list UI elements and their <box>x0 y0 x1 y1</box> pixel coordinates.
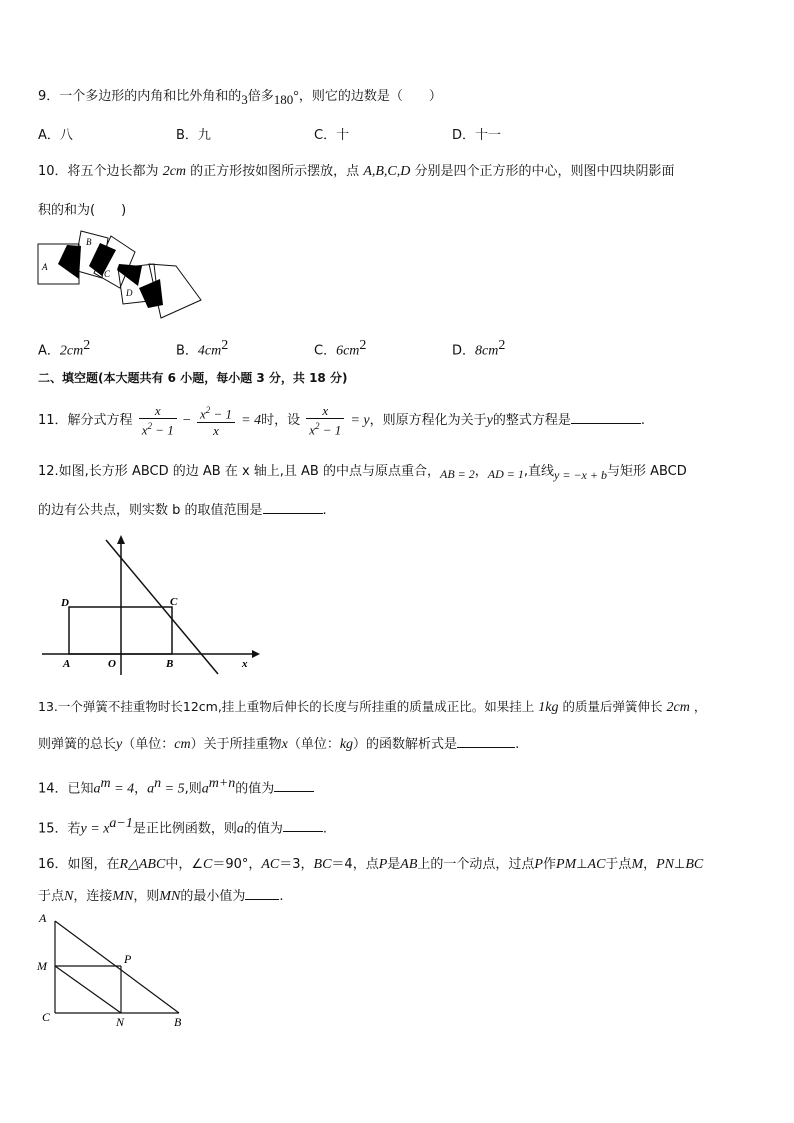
q10-label-d: D <box>126 288 133 298</box>
svg-text:N: N <box>116 1015 125 1029</box>
section-2-title: 二、填空题(本大题共有 6 小题，每小题 3 分，共 18 分) <box>38 371 348 385</box>
q9-text-c: ，则它的边数是（ ） <box>298 89 442 104</box>
q11-answer-blank <box>571 422 641 424</box>
q11-fraction-2: $\frac{x^2 - 1}{x}$ <box>197 403 235 437</box>
question-14-stem: 14．已知$a^m = 4$，$a^n = 5$,则$a^{m+n}$的值为 <box>38 776 314 797</box>
q9-text-b: 倍多 <box>247 89 274 104</box>
question-16-stem-line2: 于点N，连接MN，则MN的最小值为 . <box>38 889 284 904</box>
q13-answer-blank <box>457 746 515 748</box>
q10-shade-1 <box>58 245 81 279</box>
q12-answer-blank <box>263 512 323 514</box>
q16-answer-blank <box>245 898 279 900</box>
q10-option-c: C．$6cm^2$ <box>314 338 367 359</box>
svg-text:B: B <box>174 1015 182 1029</box>
svg-text:x: x <box>242 658 248 670</box>
svg-text:A: A <box>63 658 71 670</box>
question-11-stem: 11．解分式方程 $\frac{x}{x^2 - 1}$ − $\frac{x^2 - 1}{x}$ = 4时，设 $\frac{x}{x^2 - 1}$ = y，则原方程化为关于y的整式方程是 . <box>38 403 646 438</box>
q10-label-b: B <box>86 237 92 247</box>
q16-segment-mn <box>55 966 121 1013</box>
svg-text:B: B <box>166 658 174 670</box>
q12-rectangle-graph <box>36 530 266 680</box>
question-16-stem: 16．如图，在R△ABC中，∠C＝90°，AC＝3，BC＝4，点P是AB上的一个动点，过点P作PM⊥AC于点M，PN⊥BC <box>38 857 704 872</box>
question-9-stem <box>38 85 442 105</box>
q9-number-180: 180 <box>273 92 294 107</box>
q10-option-a: A．$2cm^2$ <box>38 338 91 359</box>
svg-text:C: C <box>170 596 178 608</box>
svg-text:A: A <box>39 911 47 925</box>
svg-text:M: M <box>37 959 47 973</box>
q10-option-d: D．$8cm^2$ <box>452 338 506 359</box>
q16-triangle-figure <box>34 908 194 1033</box>
svg-text:P: P <box>124 952 132 966</box>
q11-fraction-1: $\frac{x}{x^2 - 1}$ <box>139 403 177 437</box>
q11-fraction-3: $\frac{x}{x^2 - 1}$ <box>306 403 344 437</box>
q9-option-c: C．十 <box>314 128 350 143</box>
q10-shade-2 <box>89 243 116 276</box>
q10-squares-figure <box>36 228 206 322</box>
svg-text:C: C <box>42 1010 51 1024</box>
q10-label-c: C <box>104 269 111 279</box>
question-15-stem: 15．若$y = x^{a-1}$是正比例函数，则a的值为 . <box>38 816 328 837</box>
question-13-stem: 13.一个弹簧不挂重物时长12cm,挂上重物后伸长的长度与所挂重的质量成正比。如果挂上 1kg 的质量后弹簧伸长 2cm ， <box>38 699 707 715</box>
svg-text:D: D <box>61 597 69 609</box>
q9-text: 9．一个多边形的内角和比外角和的 <box>38 89 242 104</box>
q9-degree: ° <box>293 89 299 104</box>
q10-shade-3 <box>117 264 142 286</box>
question-10-stem: 10．将五个边长都为 2cm 的正方形按如图所示摆放，点 A,B,C,D 分别是四个正方形的中心，则图中四块阴影面 <box>38 164 675 179</box>
q9-option-a: A．八 <box>38 128 73 143</box>
q9-number-3: 3 <box>241 92 248 107</box>
q9-option-d: D．十一 <box>452 128 502 143</box>
question-12-stem-line2: 的边有公共点，则实数 b 的取值范围是 . <box>38 503 327 518</box>
q12-y-arrow <box>117 535 125 544</box>
q10-shade-4 <box>139 279 163 308</box>
q10-option-b: B．$4cm^2$ <box>176 338 229 359</box>
question-12-stem: 12.如图,长方形 ABCD 的边 AB 在 x 轴上,且 AB 的中点与原点重合，AB = 2，AD = 1,直线y = −x + b与矩形 ABCD <box>38 464 687 482</box>
svg-text:O: O <box>108 658 116 670</box>
question-13-stem-line2: 则弹簧的总长y（单位：cm）关于所挂重物x（单位：kg）的函数解析式是 . <box>38 737 520 752</box>
q15-answer-blank <box>283 830 323 832</box>
q10-label-a: A <box>42 262 48 272</box>
question-10-stem-line2: 积的和为( ) <box>38 203 127 218</box>
q12-x-arrow <box>252 650 260 658</box>
q9-option-b: B．九 <box>176 128 211 143</box>
q16-side-ab <box>55 921 179 1013</box>
q14-answer-blank <box>274 790 314 792</box>
